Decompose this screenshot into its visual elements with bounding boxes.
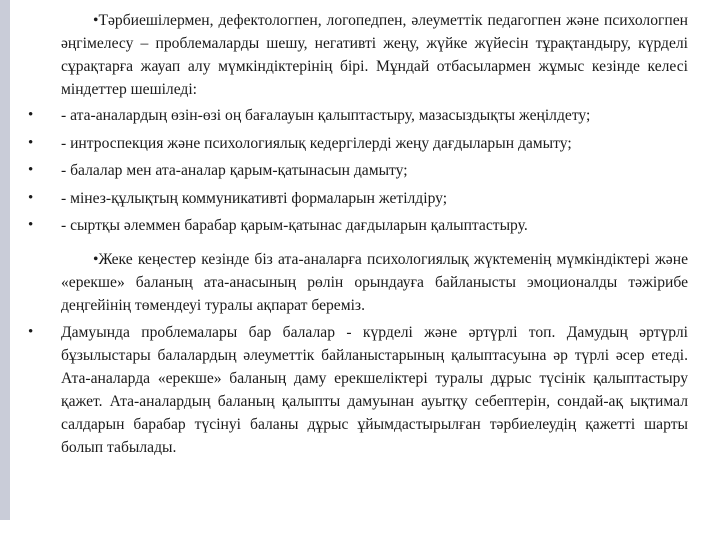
bullet-marker: •: [28, 323, 34, 340]
task-list: [28, 102, 688, 240]
bullet-marker: •: [28, 107, 34, 123]
list-item: [28, 212, 688, 240]
second-paragraph-block: [28, 248, 688, 317]
bullet-marker: •: [28, 134, 34, 151]
document-body: [28, 9, 688, 459]
list-item: [28, 157, 688, 185]
list-item: [28, 102, 688, 130]
left-edge-bar: [0, 0, 10, 520]
final-list-item: [28, 321, 688, 459]
list-item-text: - ата-аналардың өзін-өзі оң бағалауын қалыптастыру, мазасыздықты жеңілдету;: [61, 107, 591, 124]
list-item: [28, 130, 688, 158]
list-item-text: - балалар мен ата-аналар қарым-қатынасын дамыту;: [61, 162, 408, 179]
intro-paragraph: •Тәрбиешілермен, дефектологпен, логопедпен, әлеуметтік педагогпен және психологпен әңгімелесу – проблемаларды шешу, негативті жеңу, жүйке жүйесін тұрақтандыру, күрделі сұрақтарға жауап алу мүмкіндіктерінің бірі. Мұндай отбасылармен жұмыс кезінде келесі міндеттер шешіледі:: [61, 12, 688, 98]
final-paragraph: Дамуында проблемалары бар балалар - күрделі және әртүрлі топ. Дамудың әртүрлі бұзылыстары балалардың әлеуметтік байланыстарының қалыптасуына әр түрлі әсер етеді. Ата-аналарда «ерекше» баланың даму ерекшеліктері туралы дұрыс түсінік қалыптастыру қажет. Ата-аналардың баланың қалыпты дамуынан ауытқу себептерін, сондай-ақ ықтимал салдарын барабар түсінуі баланы дұрыс ұйымдастырылған тәрбиелеудің қажетті шарты болып табылады.: [61, 323, 688, 456]
list-item-text: - мінез-құлықтың коммуникативті формаларын жетілдіру;: [61, 189, 448, 207]
list-item: [28, 185, 688, 213]
list-item-text: - интроспекция және психологиялық кедергілерді жеңу дағдыларын дамыту;: [61, 134, 572, 152]
intro-paragraph-block: [28, 9, 688, 101]
bullet-marker: •: [28, 217, 34, 233]
second-paragraph: •Жеке кеңестер кезінде біз ата-аналарға психологиялық жүктеменің мүмкіндіктері және «ерекше» баланың ата-анасының рөлін орындауға байланысты эмоционалды тәжірибе деңгейінің төмендеуі туралы ақпарат береміз.: [61, 250, 688, 314]
bullet-marker: •: [28, 189, 34, 206]
list-item-text: - сыртқы әлеммен барабар қарым-қатынас дағдыларын қалыптастыру.: [61, 217, 528, 234]
bullet-marker: •: [28, 162, 34, 178]
